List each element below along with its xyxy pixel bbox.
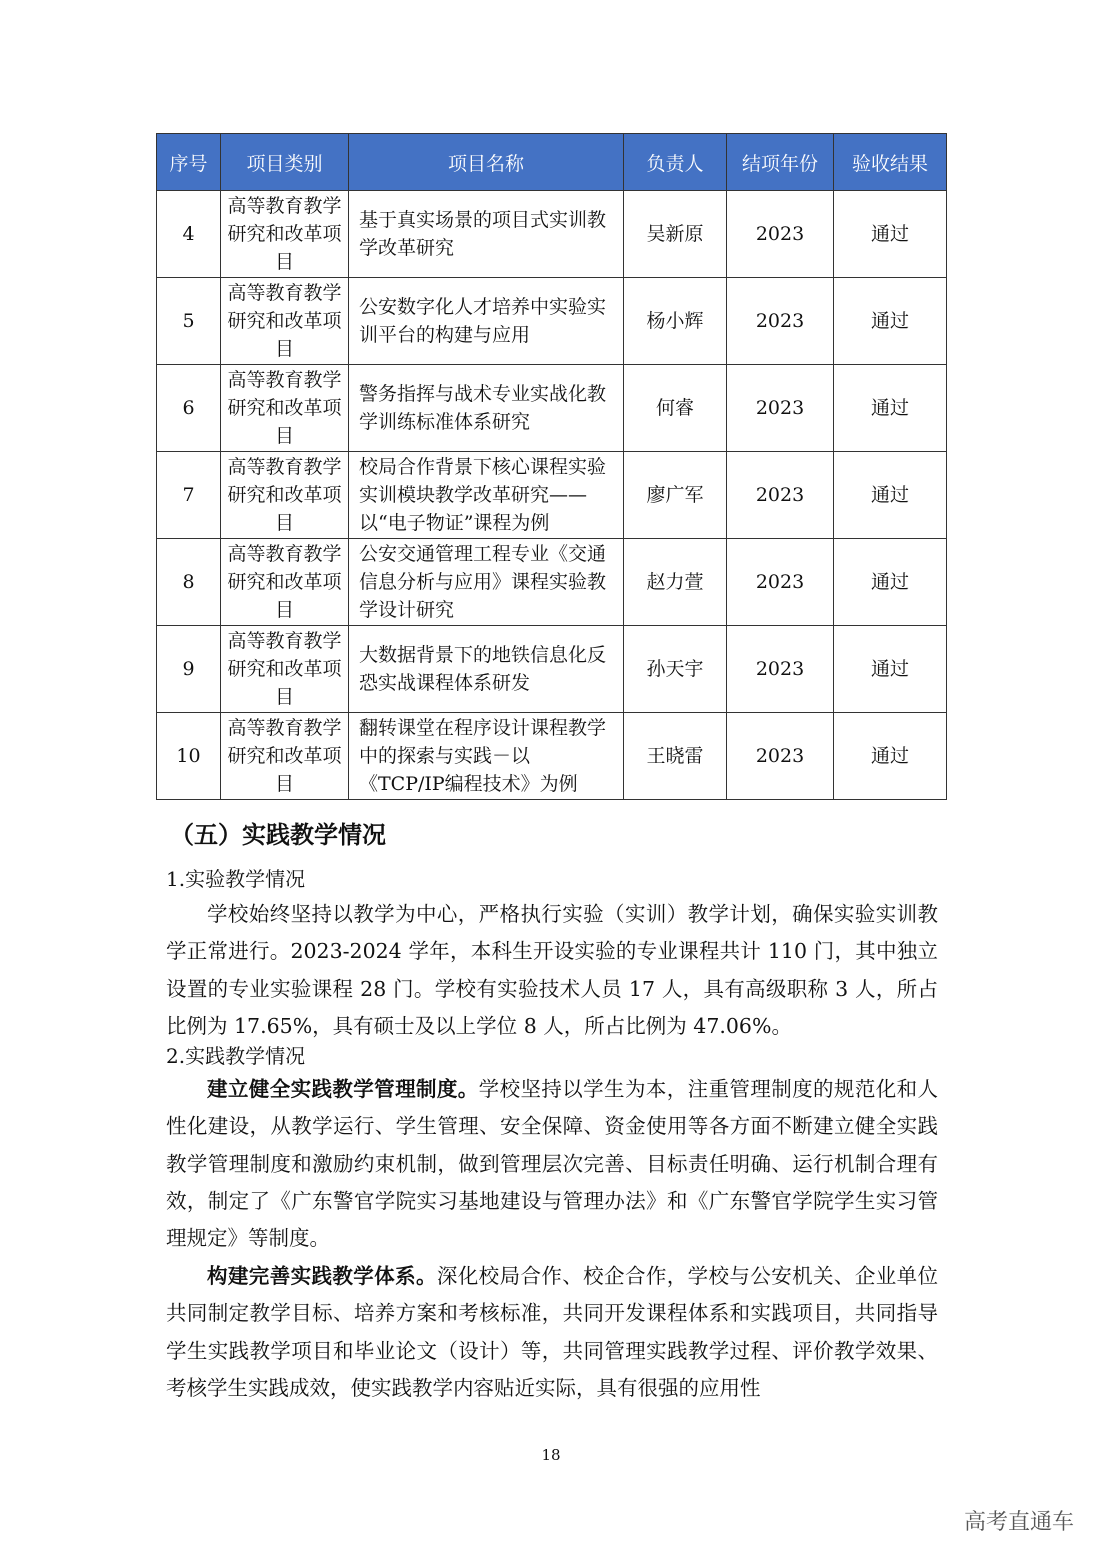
- cell-lead: 吴新原: [624, 191, 727, 278]
- cell-lead: 廖广军: [624, 452, 727, 539]
- paragraph-body-management: 学校坚持以学生为本，注重管理制度的规范化和人性化建设，从教学运行、学生管理、安全保障、资金使用等各方面不断建立健全实践教学管理制度和激励约束机制，做到管理层次完善、目标责任明确、运行机制合理有效，制定了《广东警官学院实习基地建设与管理办法》和《广东警官学院学生实习管理规定》等制度。: [166, 1077, 939, 1251]
- section-title: （五）实践教学情况: [170, 821, 386, 849]
- paragraph-system: [166, 1258, 938, 1407]
- cell-no: 7: [157, 452, 221, 539]
- cell-name: 警务指挥与战术专业实战化教学训练标准体系研究: [349, 365, 624, 452]
- subsection-title-practice: 2.实践教学情况: [166, 1044, 306, 1068]
- cell-name: 大数据背景下的地铁信息化反恐实战课程体系研发: [349, 626, 624, 713]
- cell-category: 高等教育教学研究和改革项目: [221, 452, 349, 539]
- cell-no: 4: [157, 191, 221, 278]
- cell-no: 8: [157, 539, 221, 626]
- cell-year: 2023: [727, 278, 834, 365]
- cell-name: 校局合作背景下核心课程实验实训模块教学改革研究——以“电子物证”课程为例: [349, 452, 624, 539]
- cell-lead: 杨小辉: [624, 278, 727, 365]
- cell-result: 通过: [834, 191, 947, 278]
- paragraph-lead-management: 建立健全实践教学管理制度。: [207, 1077, 479, 1101]
- cell-year: 2023: [727, 452, 834, 539]
- cell-result: 通过: [834, 365, 947, 452]
- cell-no: 10: [157, 713, 221, 800]
- cell-lead: 王晓雷: [624, 713, 727, 800]
- paragraph-lead-system: 构建完善实践教学体系。: [207, 1264, 437, 1288]
- cell-result: 通过: [834, 278, 947, 365]
- cell-name: 公安交通管理工程专业《交通信息分析与应用》课程实验教学设计研究: [349, 539, 624, 626]
- header-name: 项目名称: [349, 134, 624, 191]
- table-row: [157, 626, 947, 713]
- cell-result: 通过: [834, 539, 947, 626]
- cell-name: 翻转课堂在程序设计课程教学中的探索与实践－以《TCP/IP编程技术》为例: [349, 713, 624, 800]
- table-row: [157, 191, 947, 278]
- cell-no: 9: [157, 626, 221, 713]
- header-result: 验收结果: [834, 134, 947, 191]
- cell-name: 基于真实场景的项目式实训教学改革研究: [349, 191, 624, 278]
- cell-lead: 孙天宇: [624, 626, 727, 713]
- cell-year: 2023: [727, 365, 834, 452]
- cell-year: 2023: [727, 626, 834, 713]
- cell-no: 5: [157, 278, 221, 365]
- watermark: 高考直通车: [963, 1510, 1074, 1535]
- cell-year: 2023: [727, 191, 834, 278]
- table-row: [157, 452, 947, 539]
- cell-category: 高等教育教学研究和改革项目: [221, 713, 349, 800]
- table-row: [157, 365, 947, 452]
- cell-lead: 何睿: [624, 365, 727, 452]
- table-header-row: [157, 134, 947, 191]
- cell-category: 高等教育教学研究和改革项目: [221, 365, 349, 452]
- header-category: 项目类别: [221, 134, 349, 191]
- cell-result: 通过: [834, 626, 947, 713]
- subsection-title-experiment: 1.实验教学情况: [166, 867, 306, 891]
- table-row: [157, 539, 947, 626]
- cell-no: 6: [157, 365, 221, 452]
- cell-category: 高等教育教学研究和改革项目: [221, 191, 349, 278]
- cell-category: 高等教育教学研究和改革项目: [221, 539, 349, 626]
- header-no: 序号: [157, 134, 221, 191]
- cell-lead: 赵力萱: [624, 539, 727, 626]
- cell-category: 高等教育教学研究和改革项目: [221, 278, 349, 365]
- paragraph-body-system: 深化校局合作、校企合作，学校与公安机关、企业单位共同制定教学目标、培养方案和考核标准，共同开发课程体系和实践项目，共同指导学生实践教学项目和毕业论文（设计）等，共同管理实践教学过程、评价教学效果、考核学生实践成效，使实践教学内容贴近实际，具有很强的应用性: [166, 1264, 939, 1400]
- project-table: [156, 133, 947, 800]
- page-number: 18: [541, 1446, 561, 1464]
- table-row: [157, 278, 947, 365]
- cell-year: 2023: [727, 539, 834, 626]
- header-lead: 负责人: [624, 134, 727, 191]
- cell-result: 通过: [834, 713, 947, 800]
- paragraph-experiment: 学校始终坚持以教学为中心，严格执行实验（实训）教学计划，确保实验实训教学正常进行。2023-2024 学年，本科生开设实验的专业课程共计 110 门，其中独立设置的专业实验课程 28 门。学校有实验技术人员 17 人，具有高级职称 3 人，所占比例为 17.65%，具有硕士及以上学位 8 人，所占比例为 47.06%。: [166, 902, 938, 1038]
- table-row: [157, 713, 947, 800]
- header-year: 结项年份: [727, 134, 834, 191]
- paragraph-management: [166, 1071, 938, 1257]
- cell-category: 高等教育教学研究和改革项目: [221, 626, 349, 713]
- cell-result: 通过: [834, 452, 947, 539]
- cell-name: 公安数字化人才培养中实验实训平台的构建与应用: [349, 278, 624, 365]
- cell-year: 2023: [727, 713, 834, 800]
